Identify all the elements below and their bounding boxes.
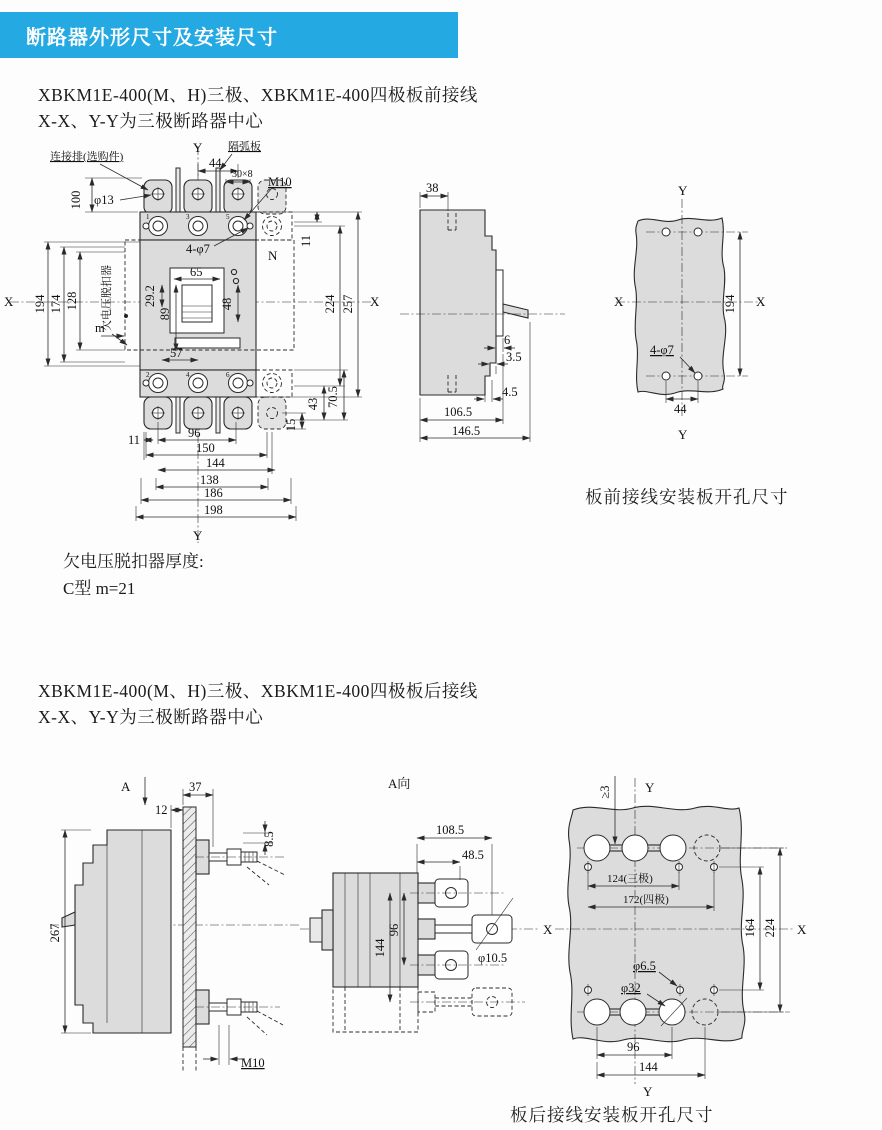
dim-146-5-label: 146.5 (452, 424, 481, 438)
dim-ge3-label: ≥3 (598, 785, 612, 799)
pole-5: 5 (226, 213, 230, 221)
dim-144-label: 144 (373, 938, 387, 958)
dim-8-5-label: 8.5 (262, 831, 276, 847)
pole-2: 2 (146, 371, 150, 379)
mounting-plate-front-diagram (608, 175, 882, 520)
dim-29-2-label: 29.2 (143, 285, 157, 307)
dim-phi13-label: φ13 (94, 193, 114, 207)
dim-4phi7-label: 4-φ7 (650, 343, 674, 357)
dim-124-label: 124(三极) (607, 873, 653, 885)
dim-96-label: 96 (387, 923, 401, 937)
dim-100-label: 100 (69, 190, 83, 210)
dim-3-5-label: 3.5 (506, 350, 522, 364)
dim-44-label: 44 (209, 156, 222, 170)
dim-m-label: m (95, 321, 105, 335)
dim-186-label: 186 (204, 486, 223, 500)
uv-thickness-note (63, 548, 204, 602)
y-axis-bottom-label: Y (193, 528, 203, 543)
side-view-diagram (400, 158, 600, 458)
x-axis-right-label: X (797, 922, 807, 937)
dim-138-label: 138 (200, 473, 219, 487)
a-view-body (300, 776, 540, 1032)
dim-194-label: 194 (33, 294, 47, 314)
page-banner (0, 12, 458, 58)
pole-4: 4 (186, 371, 190, 379)
y-axis-bottom-label: Y (678, 427, 688, 442)
x-axis-right-label: X (370, 294, 380, 309)
dim-144-label: 144 (206, 456, 225, 470)
dim-267-label: 267 (48, 923, 62, 943)
uv-release-label: 欠电压脱扣器 (101, 265, 113, 331)
a-section-label: A (121, 779, 131, 794)
dim-48-label: 48 (220, 297, 234, 311)
n-pole-label: N (268, 248, 278, 263)
dim-144-label: 144 (639, 1060, 658, 1074)
dim-70-5-label: 70.5 (326, 386, 340, 408)
dim-224-label: 224 (323, 294, 337, 314)
dim-150-label: 150 (196, 441, 215, 455)
y-axis-top-label: Y (193, 140, 203, 155)
dim-57-label: 57 (170, 346, 183, 360)
dim-108-5-label: 108.5 (436, 823, 465, 837)
dim-30x8-label: 30×8 (232, 169, 253, 180)
section2-title (38, 678, 478, 730)
dim-4-5-label: 4.5 (502, 385, 518, 399)
dim-224-label: 224 (763, 918, 777, 938)
pole-3: 3 (186, 213, 190, 221)
dim-phi10-5-label: φ10.5 (478, 951, 508, 965)
dim-164-label: 164 (743, 918, 757, 938)
breaker-body (10, 146, 375, 543)
dim-6-label: 6 (504, 333, 511, 347)
dim-m10-label: M10 (241, 1056, 265, 1070)
plate-front-caption: 板前接线安装板开孔尺寸 (585, 487, 789, 507)
side-profile (400, 210, 565, 395)
section2-title-line1: XBKM1E-400(M、H)三极、XBKM1E-400四极板后接线 (38, 681, 478, 701)
dim-174-label: 174 (49, 294, 63, 314)
dim-phi6-5-label: φ6.5 (633, 959, 656, 973)
dim-96-label: 96 (627, 1040, 640, 1054)
dim-172-label: 172(四极) (623, 894, 669, 906)
pole-1: 1 (146, 213, 150, 221)
rear-side-view-diagram (45, 775, 310, 1110)
dim-194-label: 194 (723, 294, 737, 314)
note-line2: C型 m=21 (63, 579, 136, 598)
y-axis-bottom-label: Y (643, 1084, 653, 1099)
dim-198-label: 198 (204, 503, 223, 517)
plate-rear-caption: 板后接线安装板开孔尺寸 (510, 1105, 714, 1125)
dim-48-5-label: 48.5 (462, 848, 484, 862)
dim-38-label: 38 (426, 181, 439, 195)
dim-106-5-label: 106.5 (444, 405, 473, 419)
mounting-plate-rear-diagram (535, 762, 882, 1105)
plate-body (555, 778, 793, 1084)
section1-title (38, 82, 478, 134)
dim-12-label: 12 (155, 803, 168, 817)
dim-phi32-label: φ32 (621, 981, 641, 995)
dim-11-top-label: 11 (299, 234, 313, 248)
section1-title-line1: XBKM1E-400(M、H)三极、XBKM1E-400四极板前接线 (38, 85, 478, 105)
dim-11-bot-label: 11 (128, 433, 141, 447)
dim-m10-label: M10 (268, 175, 292, 189)
banner-title: 断路器外形尺寸及安装尺寸 (26, 26, 278, 49)
y-axis-top-label: Y (645, 780, 655, 795)
x-axis-left-label: X (543, 922, 553, 937)
a-direction-view-diagram (300, 770, 545, 1110)
dim-44-label: 44 (674, 402, 687, 416)
section1-title-line2: X-X、Y-Y为三极断路器中心 (38, 111, 264, 131)
x-axis-left-label: X (614, 294, 624, 309)
pole-6: 6 (226, 371, 230, 379)
dim-128-label: 128 (65, 291, 79, 311)
section2-title-line2: X-X、Y-Y为三极断路器中心 (38, 707, 264, 727)
note-line1: 欠电压脱扣器厚度: (63, 552, 204, 571)
dim-257-label: 257 (341, 294, 355, 314)
dim-89-label: 89 (158, 307, 172, 321)
dim-65-label: 65 (190, 265, 203, 279)
dim-96-label: 96 (188, 426, 201, 440)
dim-37-label: 37 (189, 780, 202, 794)
x-axis-right-label: X (756, 294, 766, 309)
connector-bar-label: 连接排(选购件) (50, 151, 124, 163)
a-view-title: A向 (388, 776, 411, 791)
front-view-diagram (0, 138, 390, 563)
dim-4phi7-label: 4-φ7 (186, 242, 210, 256)
dim-15-label: 15 (284, 418, 298, 432)
dim-43-label: 43 (306, 397, 320, 411)
plate-body (616, 199, 760, 417)
arc-plate-label: 隔弧板 (228, 141, 261, 153)
y-axis-top-label: Y (678, 183, 688, 198)
x-axis-left-label: X (4, 294, 14, 309)
